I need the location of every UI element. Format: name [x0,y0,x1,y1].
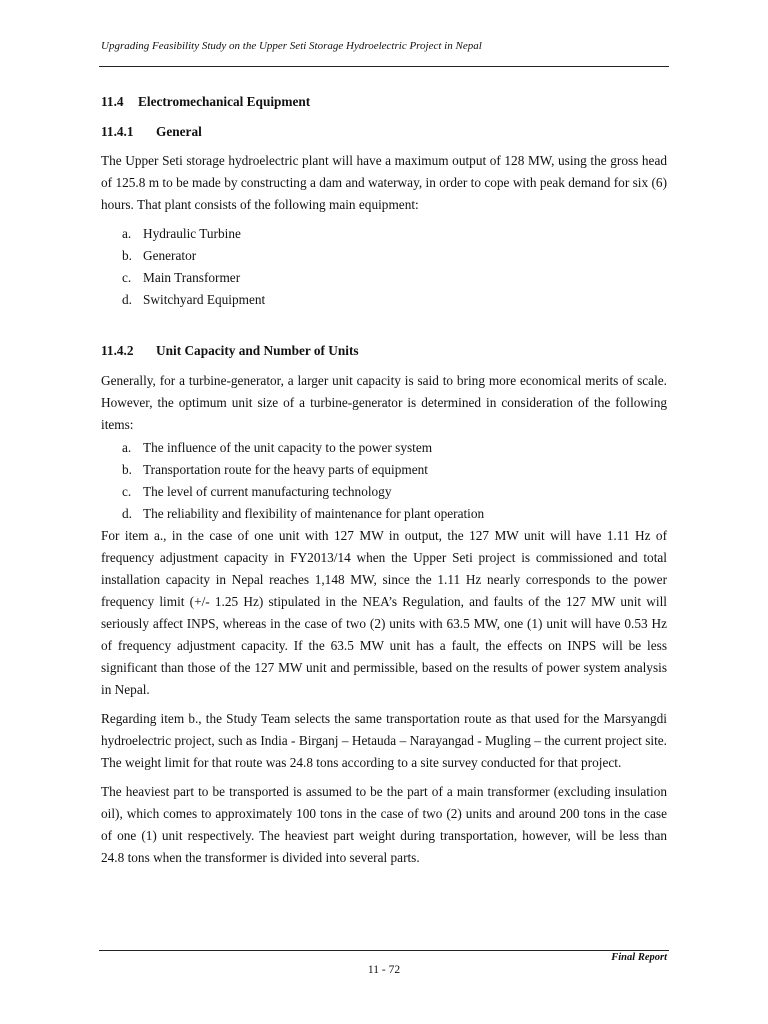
item-c-paragraph: The heaviest part to be transported is assumed to be the part of a main transformer (excluding insulation oil), which comes to approximately 100 tons in the case of two (2) units and around 200 tons in the case of one (1) unit respectively. The heaviest part weight during transportation, however, will be less than 24.8 tons when the transformer is divided into several parts. [101,784,667,865]
item-a-paragraph: For item a., in the case of one unit with 127 MW in output, the 127 MW unit will have 1.11 Hz of frequency adjustment capacity in FY2013/14 when the Upper Seti project is commissioned and total installation capacity in Nepal reaches 1,148 MW, since the 1.11 Hz nearly corresponds to the power frequency limit (+/- 1.25 Hz) stipulated in the NEA’s Regulation, and faults of the 127 MW unit will seriously affect INPS, whereas in the case of two (2) units with 63.5 MW, one (1) unit will have 0.53 Hz of frequency adjustment capacity. If the 63.5 MW unit has a fault, the effects on INPS will be less significant than those of the 127 MW unit and permissible, based on the results of power system analysis in Nepal. [101,528,667,697]
list-marker: a. [122,440,132,455]
subsection-heading-general [101,121,667,143]
list-marker: b. [122,462,132,477]
subsection-title: General [156,124,202,139]
list-marker: b. [122,248,132,263]
list-item [101,289,667,311]
section-title: Electromechanical Equipment [138,94,311,109]
list-item [101,223,667,245]
subsection-number: 11.4.1 [101,124,134,139]
page-number: 11 - 72 [367,964,401,976]
list-item-text: The influence of the unit capacity to the power system [143,440,433,455]
list-item [101,245,667,267]
item-b-paragraph: Regarding item b., the Study Team selects the same transportation route as that used for the Marsyangdi hydroelectric project, such as India - Birganj – Hetauda – Narayangad - Mugling – the current project site. The weight limit for that route was 24.8 tons according to a site survey conducted for that project. [101,711,667,770]
list-marker: c. [122,484,132,499]
running-header: Upgrading Feasibility Study on the Upper Seti Storage Hydroelectric Project in Nepal [101,40,482,52]
list-item-text: Hydraulic Turbine [143,226,241,241]
list-marker: a. [122,226,132,241]
list-marker: d. [122,506,132,521]
list-item [101,503,667,525]
unit-capacity-intro-paragraph: Generally, for a turbine-generator, a larger unit capacity is said to bring more economical merits of scale. However, the optimum unit size of a turbine-generator is determined in consideration of the following items: [101,373,667,432]
list-item-text: The level of current manufacturing technology [143,484,392,499]
list-item-text: The reliability and flexibility of maintenance for plant operation [143,506,485,521]
page-body [101,91,667,869]
list-item-text: Generator [143,248,197,263]
subsection-title: Unit Capacity and Number of Units [156,343,359,358]
list-marker: c. [122,270,132,285]
main-equipment-list [101,223,667,311]
subsection-number: 11.4.2 [101,343,134,358]
header-rule [99,66,669,67]
general-intro-paragraph: The Upper Seti storage hydroelectric plant will have a maximum output of 128 MW, using the gross head of 125.8 m to be made by constructing a dam and waterway, in order to cope with peak demand for six (6) hours. That plant consists of the following main equipment: [101,153,667,212]
list-marker: d. [122,292,132,307]
list-item [101,481,667,503]
list-item-text: Transportation route for the heavy parts of equipment [143,462,428,477]
section-heading [101,91,667,113]
list-item [101,267,667,289]
consideration-items-list [101,437,667,525]
subsection-heading-unit-capacity [101,340,667,362]
footer-rule [99,950,669,951]
section-number: 11.4 [101,94,124,109]
list-item [101,437,667,459]
list-item-text: Main Transformer [143,270,241,285]
list-item [101,459,667,481]
footer-report-label: Final Report [611,952,667,963]
list-item-text: Switchyard Equipment [143,292,266,307]
